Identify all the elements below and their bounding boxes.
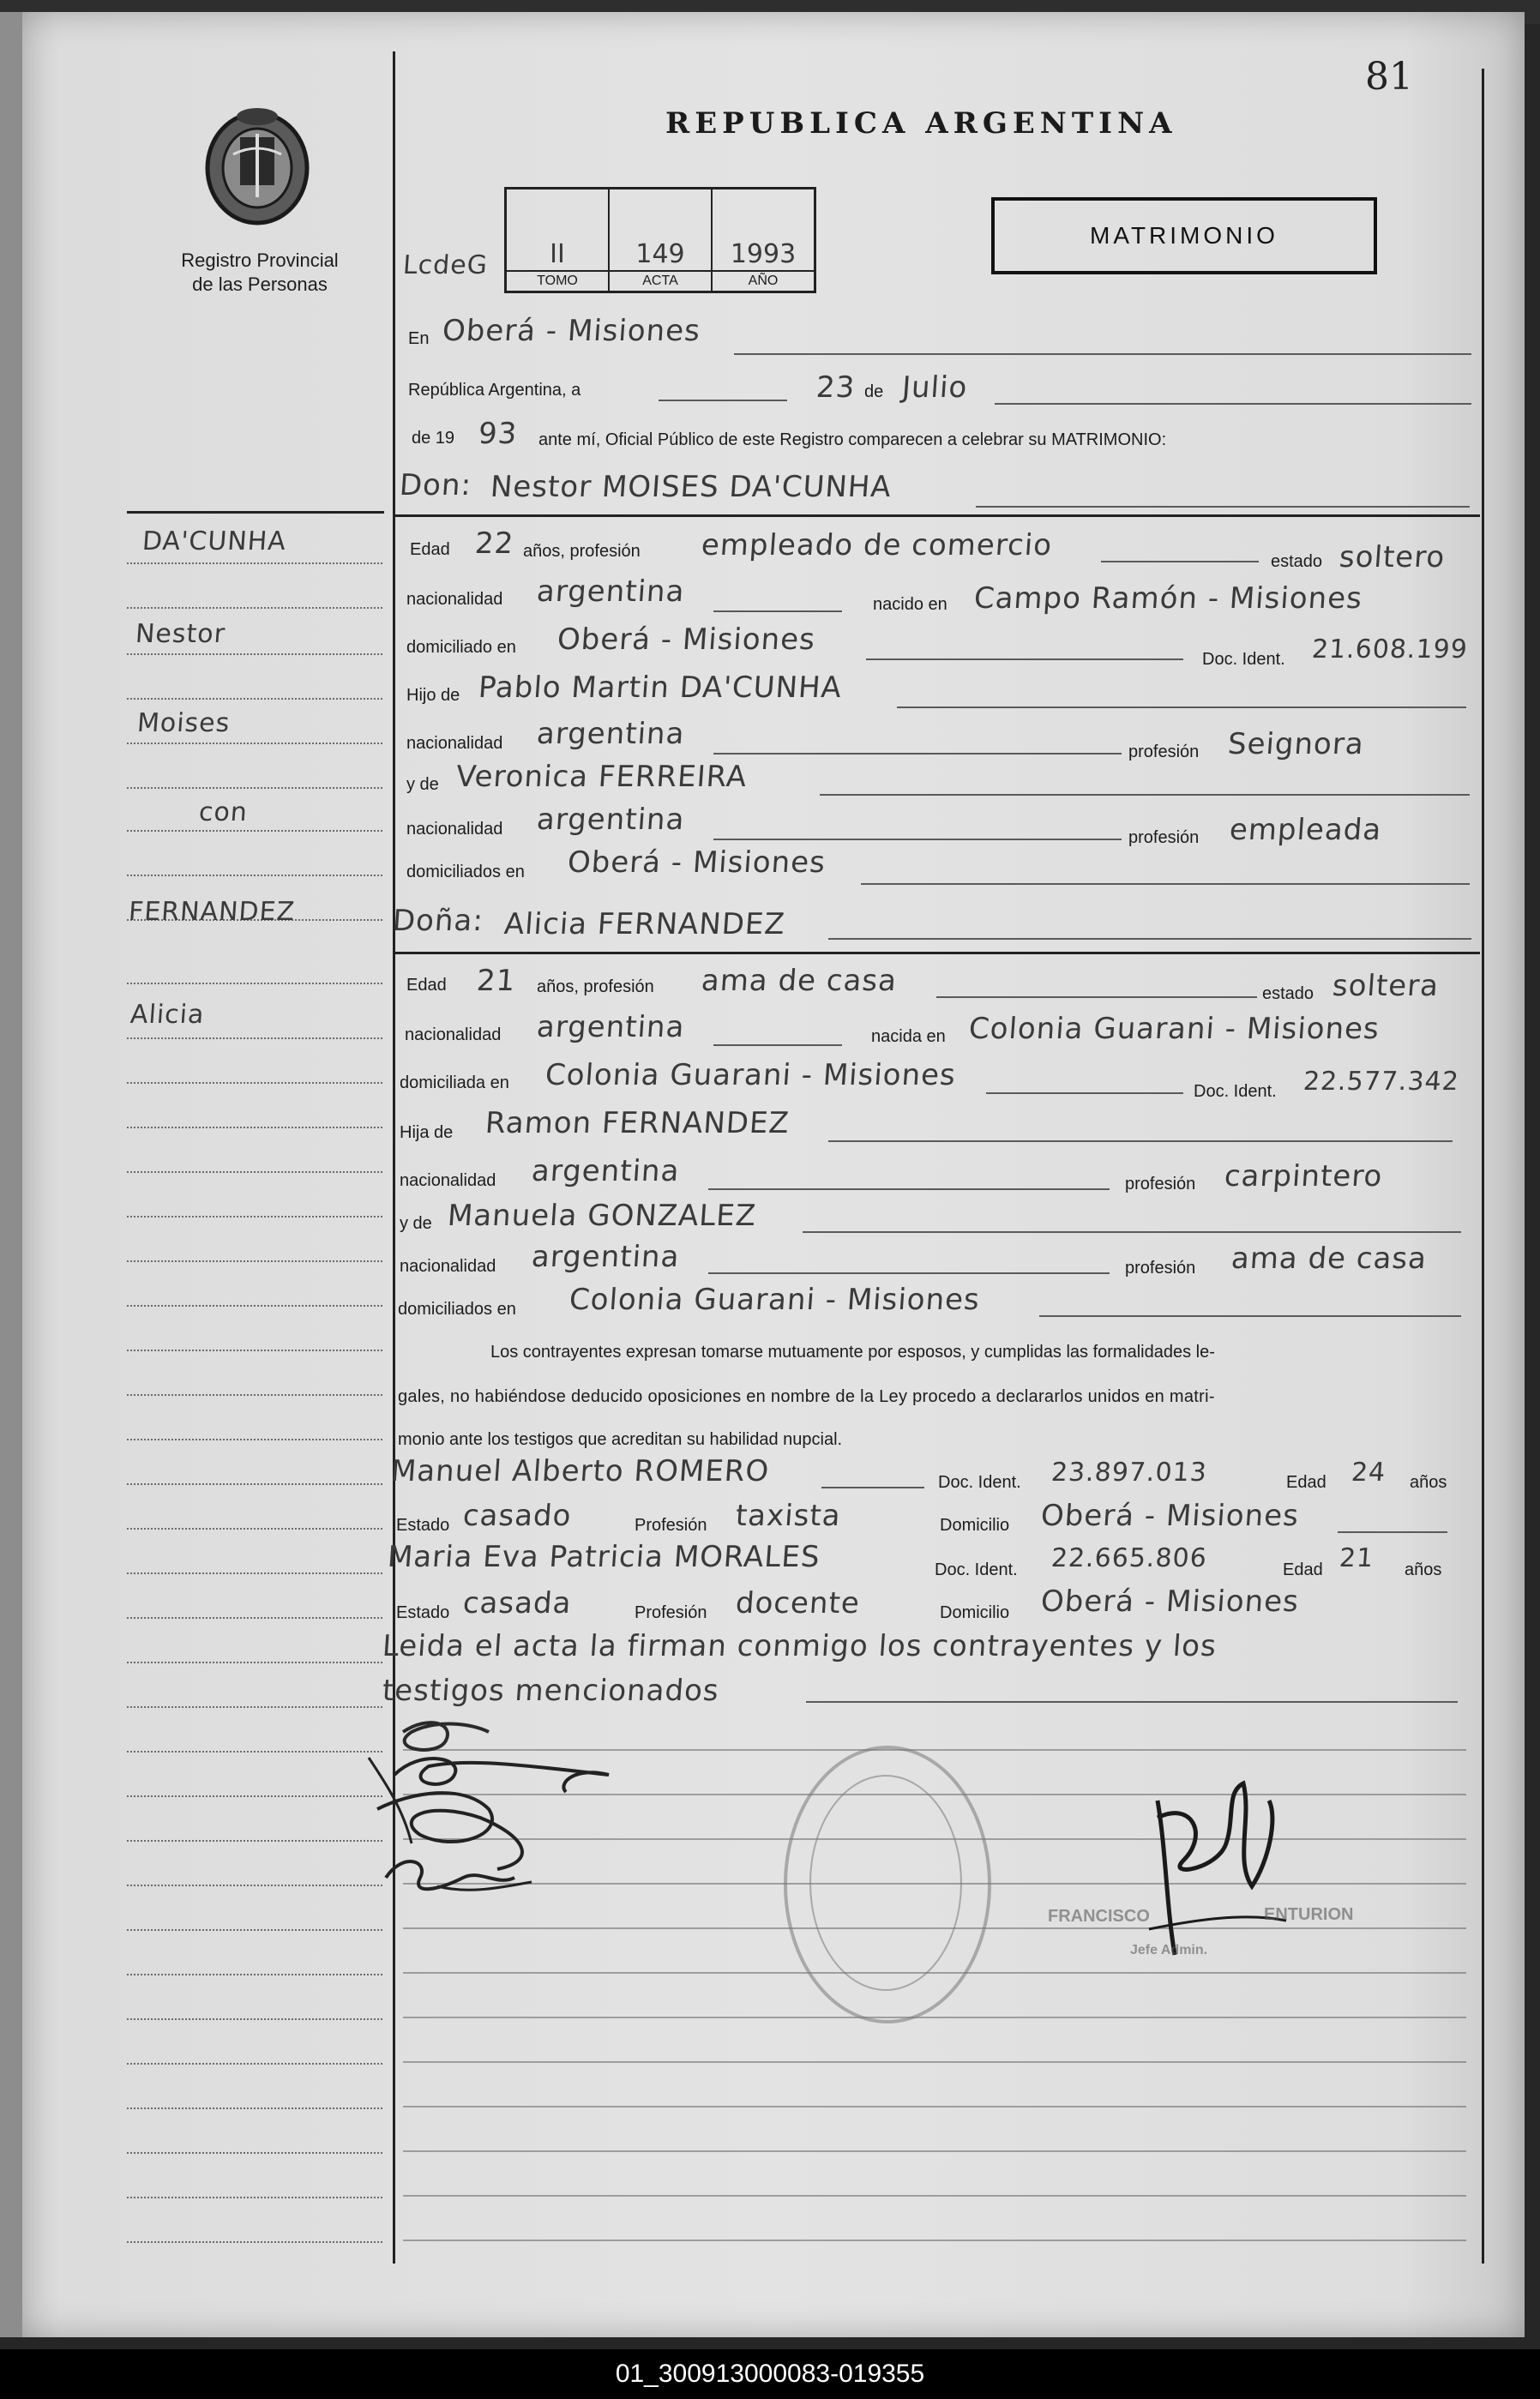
month-line: [995, 403, 1471, 405]
bride-mother-prof-label: profesión: [1125, 1259, 1196, 1278]
bride-hija-label: Hija de: [400, 1123, 454, 1142]
year-prefix-label: de 19: [412, 429, 455, 448]
provincial-coat-of-arms-icon: [199, 103, 316, 231]
groom-age: 22: [473, 526, 515, 561]
witness1-domicile: Oberá - Misiones: [1039, 1499, 1301, 1533]
groom-father-nat-label: nacionalidad: [406, 734, 503, 753]
anio-label: AÑO: [713, 270, 814, 291]
groom-doc: 21.608.199: [1310, 634, 1470, 664]
witness2-doc: 22.665.806: [1050, 1543, 1209, 1573]
groom-name: Nestor MOISES DA'CUNHA: [489, 470, 893, 504]
bride-mother-line: [803, 1231, 1461, 1233]
witness1-profesion-label: Profesión: [635, 1516, 707, 1535]
bride-parents-domicile: Colonia Guarani - Misiones: [568, 1283, 982, 1317]
day-de-label: de: [864, 382, 884, 401]
witness1-domicile-line: [1338, 1531, 1447, 1533]
registry-name: [153, 249, 367, 297]
groom-domiciliado-label: domiciliado en: [406, 638, 516, 657]
bride-section-rule: [393, 952, 1480, 954]
acta-cell: [608, 189, 711, 291]
groom-birthplace: Campo Ramón - Misiones: [972, 581, 1364, 616]
country-title: REPUBLICA ARGENTINA: [665, 106, 1177, 141]
witness2-profesion-label: Profesión: [635, 1603, 707, 1622]
bride-father-nationality: argentina: [530, 1154, 681, 1188]
closing-line1: Leida el acta la firman conmigo los contrayentes y los: [381, 1629, 1218, 1663]
margin-groom-second-name: Moises: [135, 708, 232, 738]
witness2-civil-status: casada: [461, 1586, 573, 1620]
bride-profession: ama de casa: [700, 964, 899, 998]
margin-con: con: [197, 797, 250, 827]
groom-nationality-line: [713, 610, 842, 612]
bride-parents-dom-label: domiciliados en: [398, 1300, 516, 1319]
bride-father-nat-label: nacionalidad: [400, 1171, 496, 1190]
groom-doc-label: Doc. Ident.: [1202, 650, 1285, 669]
margin-bride-surname: FERNANDEZ: [127, 897, 297, 927]
registry-name-line1: Registro Provincial: [181, 250, 339, 271]
witness1-civil-status: casado: [461, 1499, 573, 1533]
place: Oberá - Misiones: [441, 314, 702, 348]
tomo-value: II: [550, 239, 565, 269]
right-border: [1482, 69, 1484, 2264]
bride-birthplace: Colonia Guarani - Misiones: [967, 1012, 1381, 1046]
tomo-label: TOMO: [507, 270, 608, 291]
margin-groom-surname: DA'CUNHA: [141, 526, 288, 556]
witness1-name-line: [821, 1487, 924, 1488]
place-line: [734, 353, 1471, 355]
page-number: 81: [1365, 55, 1413, 99]
bride-father: Ramon FERNANDEZ: [484, 1106, 791, 1140]
groom-mother-nationality: argentina: [535, 803, 686, 837]
margin-groom-first-name: Nestor: [134, 619, 227, 649]
bride-mother-nat-label: nacionalidad: [400, 1257, 496, 1276]
bride-doc-label: Doc. Ident.: [1194, 1082, 1277, 1101]
groom-nacido-label: nacido en: [873, 595, 947, 614]
month: Julio: [900, 370, 969, 405]
registry-name-line2: de las Personas: [192, 274, 328, 295]
bride-civil-status: soltera: [1331, 969, 1441, 1003]
groom-father-nationality: argentina: [535, 717, 686, 751]
acta-value: 149: [635, 239, 685, 269]
groom-mother-profession: empleada: [1228, 813, 1383, 847]
bride-nationality: argentina: [535, 1010, 686, 1044]
declaration-line3: monio ante los testigos que acreditan su habilidad nupcial.: [398, 1430, 843, 1449]
official-stamp-name-end: ENTURION: [1264, 1905, 1354, 1924]
bride-father-prof-label: profesión: [1125, 1175, 1196, 1193]
image-identifier: 01_300913000083-019355: [615, 2360, 925, 2388]
bride-father-nat-line: [708, 1188, 1110, 1190]
day: 23: [815, 370, 857, 405]
groom-name-line: [976, 506, 1470, 508]
official-seal-inner-icon: [809, 1775, 962, 1991]
groom-yde-label: y de: [406, 775, 439, 794]
bride-parents-dom-line: [1039, 1315, 1461, 1317]
witness2-name: Maria Eva Patricia MORALES: [386, 1540, 821, 1574]
bride-name-line: [828, 938, 1471, 940]
witness2-estado-label: Estado: [396, 1603, 450, 1622]
book-binding-edge: [0, 12, 22, 2337]
groom-nationality: argentina: [535, 574, 686, 609]
groom-mother: Veronica FERREIRA: [454, 760, 749, 794]
witness1-estado-label: Estado: [396, 1516, 450, 1535]
bride-father-line: [828, 1140, 1453, 1142]
republica-label: República Argentina, a: [408, 381, 581, 400]
bride-mother: Manuela GONZALEZ: [446, 1199, 758, 1233]
bride-nacionalidad-label: nacionalidad: [405, 1025, 502, 1044]
act-type-box: [991, 197, 1377, 274]
bride-nationality-line: [713, 1044, 842, 1046]
witness1-edad-label: Edad: [1286, 1473, 1326, 1492]
witness2-domicile: Oberá - Misiones: [1039, 1584, 1301, 1619]
groom-domicile: Oberá - Misiones: [556, 622, 817, 657]
groom-profession-line: [1101, 561, 1259, 562]
bride-mother-profession: ama de casa: [1230, 1242, 1429, 1276]
groom-title: Don:: [398, 468, 473, 502]
bride-nacida-label: nacida en: [871, 1027, 946, 1046]
groom-parents-dom-line: [861, 883, 1470, 885]
official-stamp-name: FRANCISCO: [1048, 1907, 1150, 1926]
margin-divider: [393, 51, 395, 2264]
witness1-doc-label: Doc. Ident.: [938, 1473, 1021, 1492]
groom-father-line: [897, 706, 1466, 708]
year-suffix: 93: [477, 417, 519, 451]
groom-section-rule: [393, 514, 1480, 517]
margin-top-rule: [127, 511, 384, 514]
groom-domicile-line: [866, 658, 1183, 660]
declaration-line1: Los contrayentes expresan tomarse mutuamente por esposos, y cumplidas las formalidades le-: [490, 1343, 1215, 1362]
bride-name: Alicia FERNANDEZ: [502, 907, 787, 941]
groom-nacionalidad-label: nacionalidad: [406, 590, 503, 609]
en-label: En: [408, 329, 430, 348]
groom-parents-dom-label: domiciliados en: [406, 863, 525, 881]
bride-mother-nationality: argentina: [530, 1240, 681, 1274]
bride-profesion-label: años, profesión: [537, 977, 654, 996]
witness1-doc: 23.897.013: [1050, 1458, 1209, 1488]
groom-civil-status: soltero: [1338, 540, 1447, 574]
acta-label: ACTA: [610, 270, 711, 291]
margin-bride-first-name: Alicia: [129, 1000, 206, 1030]
tomo-acta-anio-table: [504, 187, 816, 293]
witness1-age: 24: [1350, 1458, 1387, 1488]
margin-code: LcdeG: [401, 250, 490, 280]
witness1-profession: taxista: [734, 1499, 843, 1533]
tomo-cell: [507, 189, 608, 291]
witness2-profession: docente: [734, 1586, 862, 1620]
bride-estado-label: estado: [1262, 984, 1314, 1003]
groom-profession: empleado de comercio: [700, 528, 1054, 562]
witness2-anos-label: años: [1405, 1560, 1442, 1579]
groom-father: Pablo Martin DA'CUNHA: [477, 670, 844, 705]
witness1-name: Manuel Alberto ROMERO: [389, 1454, 771, 1488]
anio-value: 1993: [730, 239, 797, 269]
groom-parents-domicile: Oberá - Misiones: [566, 845, 827, 880]
groom-father-prof-label: profesión: [1128, 743, 1200, 761]
spouse-signatures-icon: [352, 1706, 643, 1912]
declaration-line2: gales, no habiéndose deducido oposiciones en nombre de la Ley procedo a declararlos unidos en matri-: [398, 1387, 1215, 1406]
day-line-pre: [659, 400, 787, 401]
groom-profesion-label: años, profesión: [523, 542, 641, 561]
witness1-anos-label: años: [1410, 1473, 1447, 1492]
groom-father-profession: Seignora: [1226, 727, 1366, 761]
groom-mother-nat-label: nacionalidad: [406, 820, 503, 839]
bride-domiciliada-label: domiciliada en: [400, 1073, 509, 1092]
witness2-doc-label: Doc. Ident.: [935, 1560, 1018, 1579]
witness1-domicilio-label: Domicilio: [940, 1516, 1010, 1535]
bride-age: 21: [475, 964, 517, 998]
witness2-edad-label: Edad: [1283, 1560, 1323, 1579]
bride-yde-label: y de: [400, 1214, 432, 1233]
witness2-age: 21: [1338, 1543, 1375, 1573]
bride-mother-nat-line: [708, 1272, 1110, 1274]
groom-mother-line: [820, 794, 1470, 796]
bride-domicile: Colonia Guarani - Misiones: [544, 1058, 958, 1092]
bride-domicile-line: [986, 1092, 1183, 1094]
bride-edad-label: Edad: [406, 976, 447, 995]
closing-line: [806, 1701, 1458, 1703]
anio-cell: [711, 189, 814, 291]
bride-profession-line: [936, 996, 1257, 998]
groom-mother-nat-line: [713, 839, 1122, 840]
bride-doc: 22.577.342: [1302, 1067, 1461, 1097]
witness2-domicilio-label: Domicilio: [940, 1603, 1010, 1622]
official-stamp-role: Jefe Admin.: [1130, 1943, 1208, 1957]
act-type-label: MATRIMONIO: [1090, 222, 1278, 249]
groom-estado-label: estado: [1271, 552, 1323, 571]
bride-title: Doña:: [391, 904, 485, 938]
groom-hijo-label: Hijo de: [406, 686, 460, 705]
closing-line2: testigos mencionados: [381, 1674, 721, 1708]
groom-mother-prof-label: profesión: [1128, 828, 1200, 847]
groom-father-nat-line: [713, 753, 1122, 755]
oficial-text: ante mí, Oficial Público de este Registro comparecen a celebrar su MATRIMONIO:: [538, 430, 1167, 449]
groom-edad-label: Edad: [410, 540, 450, 559]
bride-father-profession: carpintero: [1223, 1159, 1384, 1193]
